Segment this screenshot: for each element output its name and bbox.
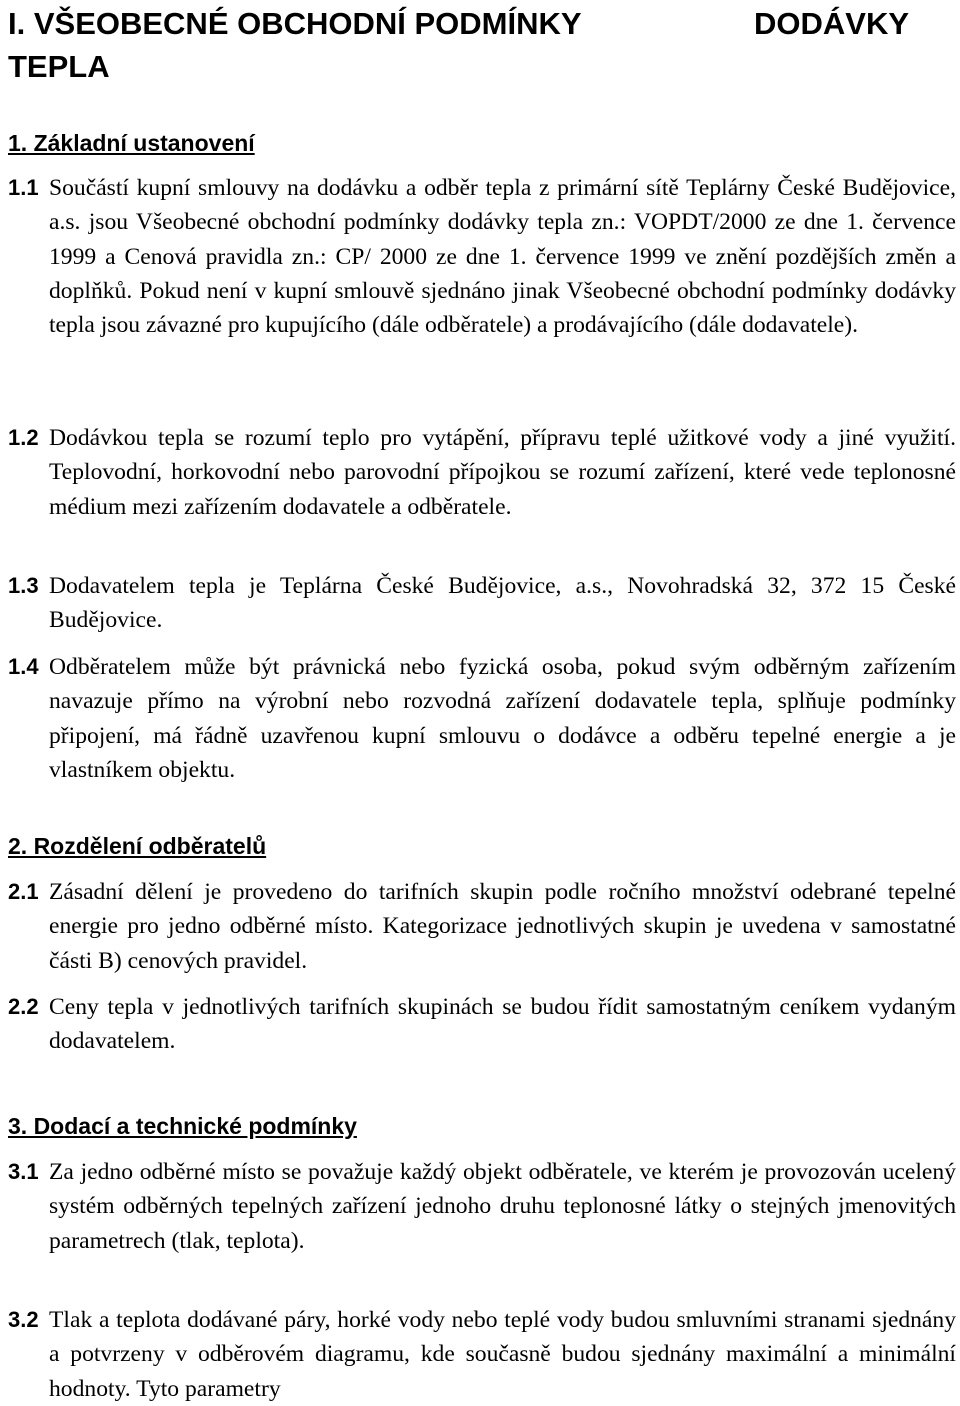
paragraph-number: 3.2	[8, 1307, 39, 1332]
paragraph-number: 1.1	[8, 175, 39, 200]
paragraph-text: Součástí kupní smlouvy na dodávku a odběr tepla z primární sítě Teplárny České Budějovice, a.s. jsou Všeobecné obchodní podmínky dodávky tepla zn.: VOPDT/2000 ze dne 1. července 1999 a Cenová pravidla zn.: CP/ 2000 ze dne 1. července 1999 ve znění pozdějších změn a doplňků. Pokud není v kupní smlouvě sjednáno jinak Všeobecné obchodní podmínky dodávky tepla jsou závazné pro kupujícího (dále odběratele) a prodávajícího (dále dodavatele).	[49, 175, 956, 339]
section-1-heading: 1. Základní ustanovení	[8, 130, 255, 156]
title-part2: DODÁVKY	[754, 6, 910, 41]
paragraph-text: Za jedno odběrné místo se považuje každý objekt odběratele, ve kterém je provozován ucelený systém odběrných tepelných zařízení jednoho druhu teplonosné látky o stejných jmenovitých parametrech (tlak, teplota).	[49, 1159, 956, 1254]
section-3-heading: 3. Dodací a technické podmínky	[8, 1113, 357, 1139]
paragraph-number: 1.2	[8, 425, 39, 450]
document-title	[8, 2, 948, 88]
paragraph-text: Tlak a teplota dodávané páry, horké vody nebo teplé vody budou smluvními stranami sjednány a potvrzeny v odběrovém diagramu, kde současně budou sjednány maximální a minimální hodnoty. Tyto parametry	[49, 1307, 956, 1402]
paragraph-number: 3.1	[8, 1159, 39, 1184]
title-line2: TEPLA	[8, 49, 110, 84]
title-part1: I. VŠEOBECNÉ OBCHODNÍ PODMÍNKY	[8, 6, 582, 41]
paragraph-number: 2.1	[8, 879, 39, 904]
section-2-heading: 2. Rozdělení odběratelů	[8, 833, 267, 859]
paragraph-text: Dodávkou tepla se rozumí teplo pro vytápění, přípravu teplé užitkové vody a jiné využití. Teplovodní, horkovodní nebo parovodní přípojkou se rozumí zařízení, které vede teplonosné médium mezi zařízením dodavatele a odběratele.	[49, 425, 956, 520]
paragraph-number: 2.2	[8, 994, 39, 1019]
paragraph-number: 1.3	[8, 573, 39, 598]
paragraph-text: Ceny tepla v jednotlivých tarifních skupinách se budou řídit samostatným ceníkem vydaným dodavatelem.	[49, 994, 956, 1055]
paragraph-text: Odběratelem může být právnická nebo fyzická osoba, pokud svým odběrným zařízením navazuje přímo na výrobní nebo rozvodná zařízení dodavatele tepla, splňuje podmínky připojení, má řádně uzavřenou kupní smlouvu o dodávce a odběru tepelné energie a je vlastníkem objektu.	[49, 654, 956, 783]
paragraph-text: Zásadní dělení je provedeno do tarifních skupin podle ročního množství odebrané tepelné energie pro jedno odběrné místo. Kategorizace jednotlivých skupin je uvedena v samostatné části B) cenových pravidel.	[49, 879, 956, 974]
paragraph-text: Dodavatelem tepla je Teplárna České Budějovice, a.s., Novohradská 32, 372 15 České Budějovice.	[49, 573, 956, 634]
paragraph-number: 1.4	[8, 654, 39, 679]
